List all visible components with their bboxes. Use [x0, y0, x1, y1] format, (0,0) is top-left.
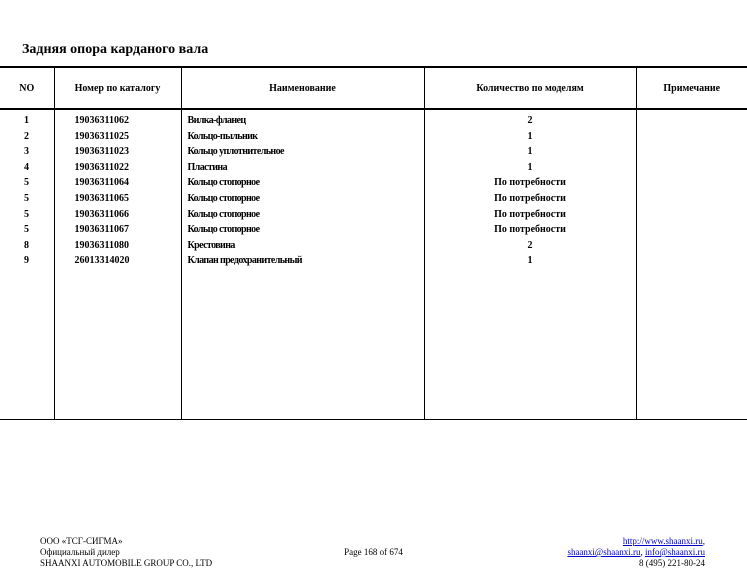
cell-qty: 1 [424, 253, 636, 269]
footer-phone: 8 (495) 221-80-24 [639, 558, 705, 568]
table-header-row [0, 67, 747, 109]
cell-qty: 2 [424, 109, 636, 129]
cell-note [636, 144, 747, 160]
parts-table [0, 66, 747, 420]
cell-qty: 1 [424, 144, 636, 160]
cell-note [636, 160, 747, 176]
table-row [0, 191, 747, 207]
cell-no: 5 [0, 175, 54, 191]
cell-note [636, 238, 747, 254]
table-body [0, 109, 747, 420]
cell-catalog: 26013314020 [54, 253, 181, 269]
footer-company: ООО «ТСГ-СИГМА» [40, 536, 123, 546]
table-row [0, 144, 747, 160]
cell-note [636, 109, 747, 129]
cell-note [636, 207, 747, 223]
cell-no: 4 [0, 160, 54, 176]
cell-qty: По потребности [424, 191, 636, 207]
cell-catalog: 19036311066 [54, 207, 181, 223]
column-header-catalog: Номер по каталогу [54, 67, 181, 109]
table-row [0, 175, 747, 191]
cell-name: Кольцо уплотнительное [181, 144, 424, 160]
cell-catalog: 19036311080 [54, 238, 181, 254]
cell-no: 5 [0, 191, 54, 207]
cell-no: 9 [0, 253, 54, 269]
cell-catalog: 19036311062 [54, 109, 181, 129]
cell-qty: По потребности [424, 207, 636, 223]
cell-no: 2 [0, 129, 54, 145]
cell-no: 8 [0, 238, 54, 254]
cell-catalog: 19036311065 [54, 191, 181, 207]
cell-name: Кольцо стопорное [181, 175, 424, 191]
table-row [0, 253, 747, 269]
cell-note [636, 191, 747, 207]
footer-contacts: http://www.shaanxi.ru, shaanxi@shaanxi.ru, info@shaanxi.ru 8 (495) 221-80-24 [567, 536, 705, 568]
cell-name: Кольцо-пыльник [181, 129, 424, 145]
website-link[interactable]: http://www.shaanxi.ru [622, 536, 703, 546]
table-row [0, 129, 747, 145]
cell-qty: 1 [424, 160, 636, 176]
cell-catalog: 19036311023 [54, 144, 181, 160]
cell-no: 5 [0, 207, 54, 223]
column-header-no: NO [0, 67, 54, 109]
cell-name: Вилка-фланец [181, 109, 424, 129]
page-number: Page 168 of 674 [344, 547, 403, 557]
cell-name: Кольцо стопорное [181, 191, 424, 207]
email-link-info[interactable]: info@shaanxi.ru [644, 547, 705, 557]
cell-no: 5 [0, 222, 54, 238]
cell-name: Кольцо стопорное [181, 207, 424, 223]
cell-name: Кольцо стопорное [181, 222, 424, 238]
cell-name: Крестовина [181, 238, 424, 254]
cell-note [636, 222, 747, 238]
cell-catalog: 19036311067 [54, 222, 181, 238]
cell-qty: По потребности [424, 222, 636, 238]
cell-qty: По потребности [424, 175, 636, 191]
column-header-name: Наименование [181, 67, 424, 109]
cell-note [636, 129, 747, 145]
footer-group: SHAANXI AUTOMOBILE GROUP CO., LTD [40, 558, 213, 568]
cell-catalog: 19036311064 [54, 175, 181, 191]
cell-no: 1 [0, 109, 54, 129]
cell-name: Пластина [181, 160, 424, 176]
table-row [0, 160, 747, 176]
table-row [0, 238, 747, 254]
cell-qty: 2 [424, 238, 636, 254]
cell-note [636, 175, 747, 191]
cell-catalog: 19036311025 [54, 129, 181, 145]
table-row [0, 222, 747, 238]
column-header-qty: Количество по моделям [424, 67, 636, 109]
page-title: Задняя опора карданого вала [22, 42, 209, 57]
cell-no: 3 [0, 144, 54, 160]
email-link-shaanxi[interactable]: shaanxi@shaanxi.ru [567, 547, 641, 557]
footer-dealer: Официальный дилер [40, 547, 120, 557]
cell-catalog: 19036311022 [54, 160, 181, 176]
column-header-note: Примечание [636, 67, 747, 109]
table-row [0, 207, 747, 223]
cell-qty: 1 [424, 129, 636, 145]
table-filler-row [0, 269, 747, 420]
cell-note [636, 253, 747, 269]
cell-name: Клапан предохранительный [181, 253, 424, 269]
table-row [0, 109, 747, 129]
